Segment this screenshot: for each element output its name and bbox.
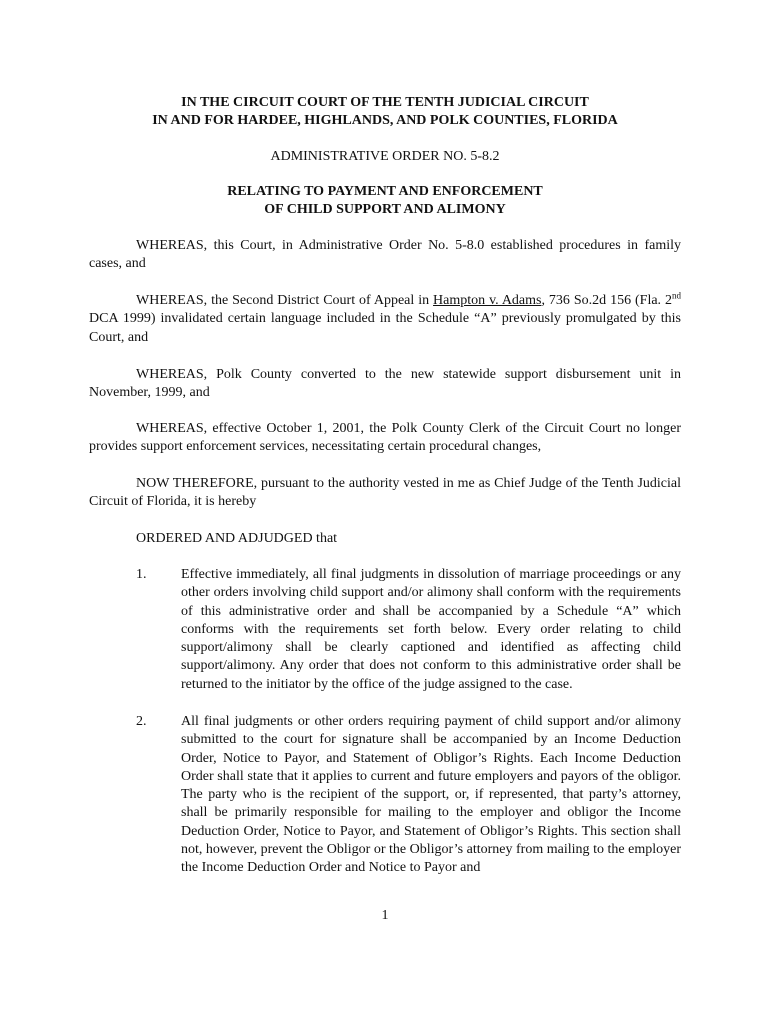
item-text: Effective immediately, all final judgments in dissolution of marriage proceedings or any other orders involving child support and/or alimony shall conform with the requirements of this administrative order and shall be accompanied by a Schedule “A” which conforms with the requirements set forth below. Every order relating to child support/alimony shall be clearly captioned and identified as affecting child support/alimony. Any order that does not conform to this administrative order shall be returned to the initiator by the office of the judge assigned to the case. <box>181 567 681 692</box>
item-text: All final judgments or other orders requiring payment of child support and/or alimony submitted to the court for signature shall be accompanied by an Income Deduction Order, Notice to Payor, and Statement of Obligor’s Rights. Each Income Deduction Order shall state that it applies to current and future employers and payors of the obligor. The party who is the recipient of the support, or, if represented, that party’s attorney, shall be primarily responsible for mailing to the employer and obligor the Income Deduction Order, Notice to Payor, and Statement of Obligor’s Rights. This section shall not, however, prevent the Obligor or the Obligor’s attorney from mailing to the employer the Income Deduction Order and Notice to Payor and <box>181 714 681 876</box>
order-title-line-2: OF CHILD SUPPORT AND ALIMONY <box>264 202 506 217</box>
now-therefore-paragraph: NOW THEREFORE, pursuant to the authority vested in me as Chief Judge of the Tenth Judicial Circuit of Florida, it is hereby <box>89 476 681 510</box>
ordered-adjudged-line: ORDERED AND ADJUDGED that <box>136 531 338 546</box>
case-name: Hampton v. Adams <box>433 293 542 308</box>
item-number: 1. <box>136 567 147 582</box>
item-number: 2. <box>136 714 147 729</box>
order-title <box>0 183 770 219</box>
p2-superscript: nd <box>671 290 681 301</box>
whereas-paragraph-2 <box>89 292 681 347</box>
p2-text-start: WHEREAS, the Second District Court of Appeal in <box>136 293 434 308</box>
whereas-paragraph-4: WHEREAS, effective October 1, 2001, the Polk County Clerk of the Circuit Court no longer provides support enforcement services, necessitating certain procedural changes, <box>89 421 681 455</box>
order-title-line-1: RELATING TO PAYMENT AND ENFORCEMENT <box>227 184 543 199</box>
p2-text-end: DCA 1999) invalidated certain language included in the Schedule “A” previously promulgated by this Court, and <box>89 311 681 345</box>
court-heading-line-2: IN AND FOR HARDEE, HIGHLANDS, AND POLK COUNTIES, FLORIDA <box>152 113 618 128</box>
whereas-paragraph-3: WHEREAS, Polk County converted to the new statewide support disbursement unit in November, 1999, and <box>89 367 681 401</box>
court-heading-line-1: IN THE CIRCUIT COURT OF THE TENTH JUDICIAL CIRCUIT <box>181 95 589 110</box>
page-number: 1 <box>381 908 389 923</box>
whereas-paragraph-1: WHEREAS, this Court, in Administrative Order No. 5-8.0 established procedures in family cases, and <box>89 238 681 272</box>
court-heading <box>0 94 770 130</box>
p2-citation: , 736 So.2d 156 (Fla. 2 <box>541 293 672 308</box>
order-number: ADMINISTRATIVE ORDER NO. 5-8.2 <box>270 149 500 164</box>
